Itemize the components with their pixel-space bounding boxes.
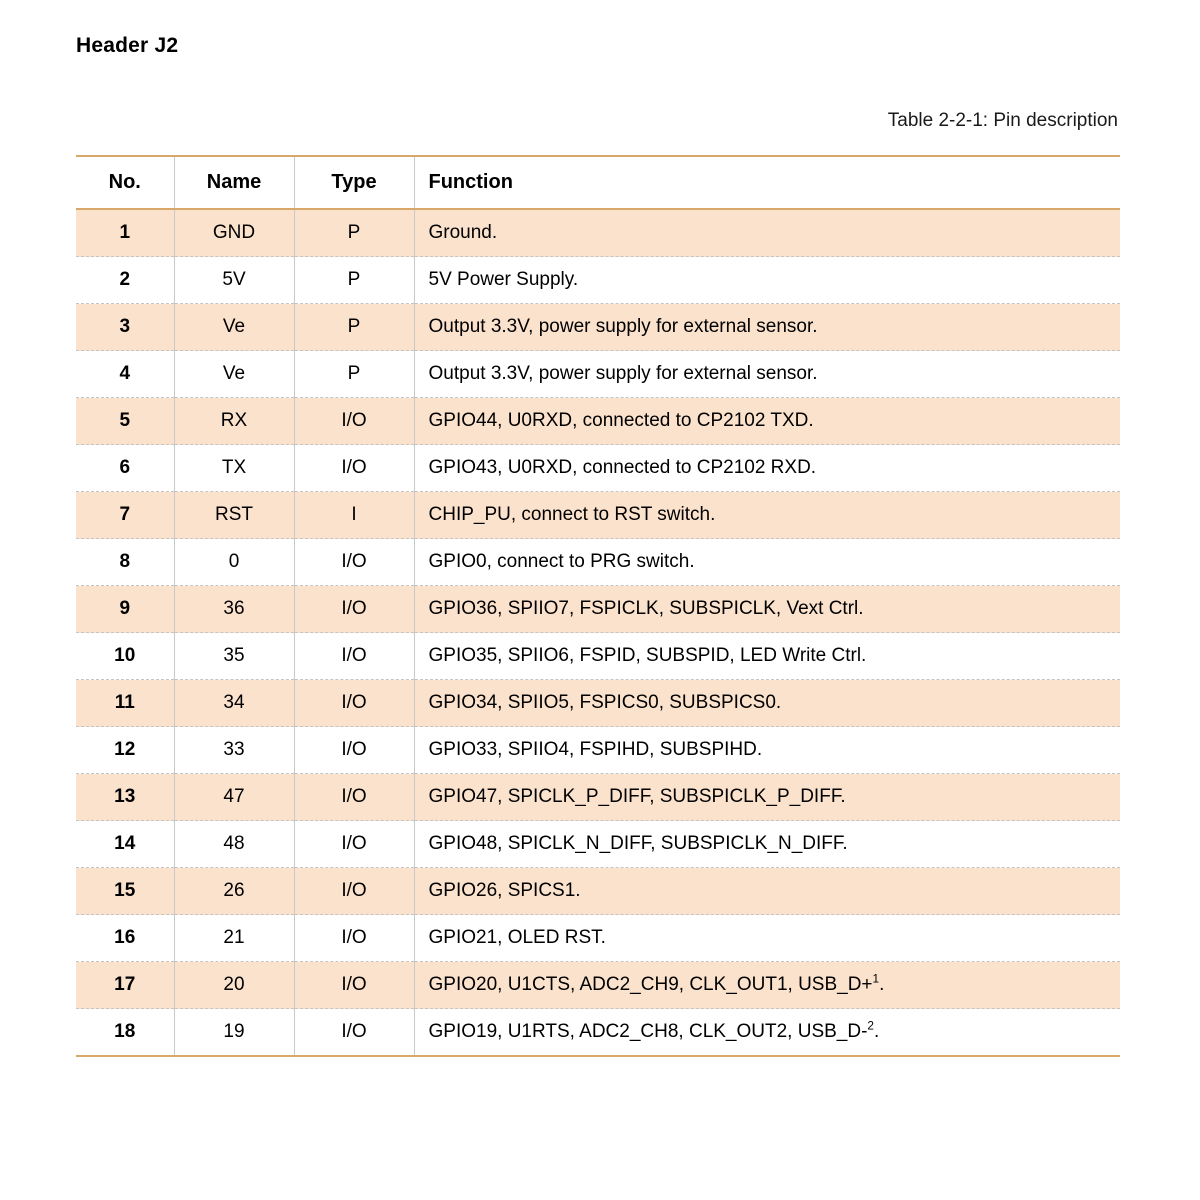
cell-type: I/O xyxy=(294,962,414,1009)
cell-name: Ve xyxy=(174,304,294,351)
page-title: Header J2 xyxy=(76,34,179,57)
table-row xyxy=(76,398,1120,445)
table-row xyxy=(76,915,1120,962)
cell-type: P xyxy=(294,351,414,398)
cell-type: I/O xyxy=(294,445,414,492)
cell-name: RST xyxy=(174,492,294,539)
cell-type: I xyxy=(294,492,414,539)
cell-type: I/O xyxy=(294,680,414,727)
cell-name: 33 xyxy=(174,727,294,774)
cell-no: 12 xyxy=(76,727,174,774)
cell-no: 6 xyxy=(76,445,174,492)
cell-name: 19 xyxy=(174,1009,294,1057)
table-row xyxy=(76,962,1120,1009)
cell-type: P xyxy=(294,209,414,257)
pin-description-table xyxy=(76,155,1120,1057)
cell-function: GPIO35, SPIIO6, FSPID, SUBSPID, LED Write Ctrl. xyxy=(414,633,1120,680)
column-header-name: Name xyxy=(174,156,294,209)
cell-no: 8 xyxy=(76,539,174,586)
table-row xyxy=(76,492,1120,539)
column-header-type: Type xyxy=(294,156,414,209)
table-row xyxy=(76,633,1120,680)
cell-no: 3 xyxy=(76,304,174,351)
cell-type: P xyxy=(294,257,414,304)
cell-function: Ground. xyxy=(414,209,1120,257)
cell-function: GPIO34, SPIIO5, FSPICS0, SUBSPICS0. xyxy=(414,680,1120,727)
column-header-function: Function xyxy=(414,156,1120,209)
cell-no: 7 xyxy=(76,492,174,539)
cell-name: 5V xyxy=(174,257,294,304)
cell-type: I/O xyxy=(294,868,414,915)
cell-name: 21 xyxy=(174,915,294,962)
cell-type: I/O xyxy=(294,1009,414,1057)
cell-no: 11 xyxy=(76,680,174,727)
cell-function: 5V Power Supply. xyxy=(414,257,1120,304)
cell-function-tail: . xyxy=(879,974,885,995)
cell-function xyxy=(414,962,1120,1009)
cell-function: GPIO21, OLED RST. xyxy=(414,915,1120,962)
cell-name: 47 xyxy=(174,774,294,821)
cell-no: 2 xyxy=(76,257,174,304)
table-row xyxy=(76,445,1120,492)
cell-name: 0 xyxy=(174,539,294,586)
table-row xyxy=(76,774,1120,821)
table-header xyxy=(76,156,1120,209)
table-row xyxy=(76,586,1120,633)
cell-no: 10 xyxy=(76,633,174,680)
table-row xyxy=(76,257,1120,304)
cell-no: 1 xyxy=(76,209,174,257)
table-row xyxy=(76,868,1120,915)
cell-type: I/O xyxy=(294,586,414,633)
cell-function: GPIO48, SPICLK_N_DIFF, SUBSPICLK_N_DIFF. xyxy=(414,821,1120,868)
table-row xyxy=(76,821,1120,868)
cell-function: GPIO26, SPICS1. xyxy=(414,868,1120,915)
cell-function: Output 3.3V, power supply for external sensor. xyxy=(414,304,1120,351)
table-row xyxy=(76,539,1120,586)
cell-name: GND xyxy=(174,209,294,257)
cell-name: 48 xyxy=(174,821,294,868)
cell-type: I/O xyxy=(294,727,414,774)
table-row xyxy=(76,304,1120,351)
cell-type: P xyxy=(294,304,414,351)
table-caption: Table 2-2-1: Pin description xyxy=(887,110,1118,131)
cell-function: GPIO33, SPIIO4, FSPIHD, SUBSPIHD. xyxy=(414,727,1120,774)
cell-function-tail: . xyxy=(873,1021,880,1042)
cell-name: Ve xyxy=(174,351,294,398)
cell-function-text: GPIO19, U1RTS, ADC2_CH8, CLK_OUT2, USB_D- xyxy=(428,1021,868,1042)
cell-name: TX xyxy=(174,445,294,492)
cell-name: 35 xyxy=(174,633,294,680)
cell-no: 14 xyxy=(76,821,174,868)
cell-name: 36 xyxy=(174,586,294,633)
cell-type: I/O xyxy=(294,915,414,962)
cell-function-footnote: 1 xyxy=(872,972,880,986)
cell-no: 16 xyxy=(76,915,174,962)
cell-no: 15 xyxy=(76,868,174,915)
cell-type: I/O xyxy=(294,774,414,821)
table-row xyxy=(76,209,1120,257)
table-body xyxy=(76,209,1120,1056)
cell-name: 34 xyxy=(174,680,294,727)
table-header-row xyxy=(76,156,1120,209)
cell-function xyxy=(414,1009,1120,1057)
column-header-no: No. xyxy=(76,156,174,209)
cell-name: RX xyxy=(174,398,294,445)
cell-no: 17 xyxy=(76,962,174,1009)
cell-no: 18 xyxy=(76,1009,174,1057)
cell-function-text: GPIO20, U1CTS, ADC2_CH9, CLK_OUT1, USB_D+ xyxy=(428,974,873,995)
table-row xyxy=(76,1009,1120,1057)
cell-function: GPIO0, connect to PRG switch. xyxy=(414,539,1120,586)
table-row xyxy=(76,727,1120,774)
cell-type: I/O xyxy=(294,398,414,445)
cell-type: I/O xyxy=(294,539,414,586)
cell-name: 26 xyxy=(174,868,294,915)
table-row xyxy=(76,351,1120,398)
cell-function: GPIO43, U0RXD, connected to CP2102 RXD. xyxy=(414,445,1120,492)
cell-function: GPIO36, SPIIO7, FSPICLK, SUBSPICLK, Vext Ctrl. xyxy=(414,586,1120,633)
cell-type: I/O xyxy=(294,633,414,680)
cell-function: GPIO44, U0RXD, connected to CP2102 TXD. xyxy=(414,398,1120,445)
cell-no: 9 xyxy=(76,586,174,633)
pin-description-table-wrapper xyxy=(76,155,1120,1057)
cell-function: GPIO47, SPICLK_P_DIFF, SUBSPICLK_P_DIFF. xyxy=(414,774,1120,821)
cell-type: I/O xyxy=(294,821,414,868)
cell-function: Output 3.3V, power supply for external sensor. xyxy=(414,351,1120,398)
cell-name: 20 xyxy=(174,962,294,1009)
cell-function-footnote: 2 xyxy=(867,1019,874,1033)
cell-no: 5 xyxy=(76,398,174,445)
cell-no: 13 xyxy=(76,774,174,821)
cell-function: CHIP_PU, connect to RST switch. xyxy=(414,492,1120,539)
cell-no: 4 xyxy=(76,351,174,398)
table-row xyxy=(76,680,1120,727)
